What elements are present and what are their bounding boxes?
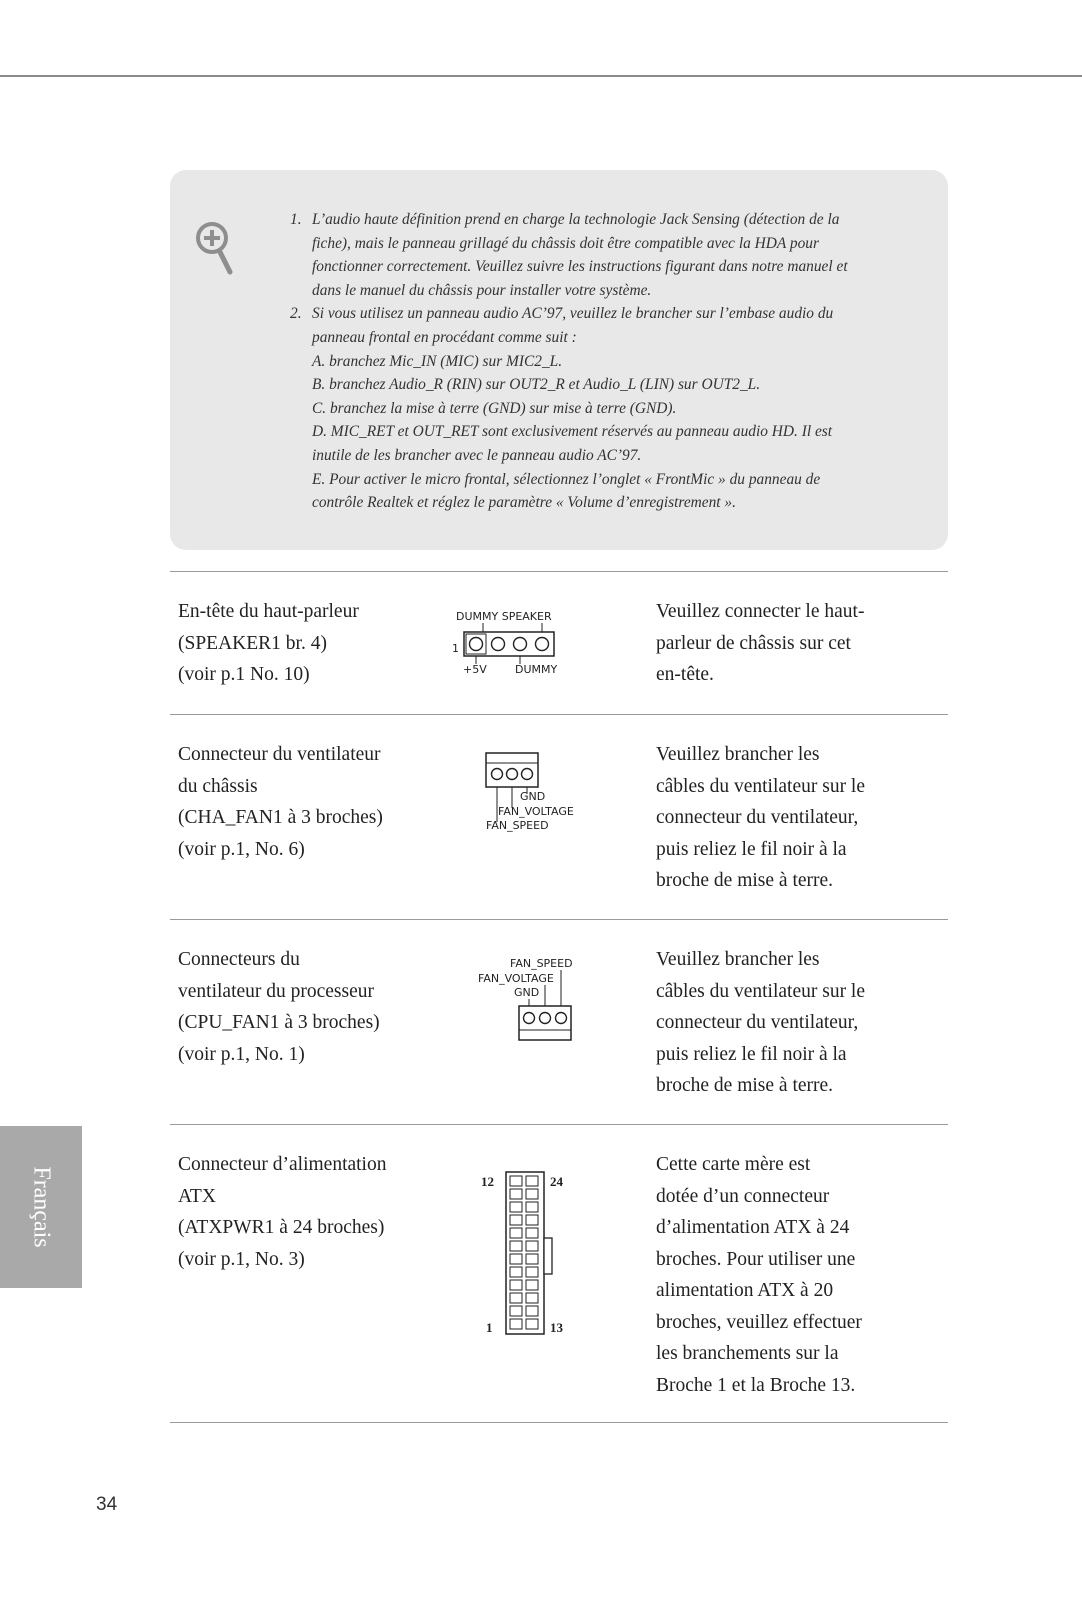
speaker-header-name (178, 596, 428, 691)
language-tab-label: Français (28, 1166, 55, 1248)
diagram-label: GND (514, 986, 540, 999)
language-tab (0, 1126, 82, 1288)
top-rule (0, 75, 1082, 77)
note-box (170, 170, 948, 550)
atx-power-diagram (478, 1168, 588, 1338)
cell-line: du châssis (178, 775, 258, 797)
cell-line: parleur de châssis sur cet (656, 632, 851, 654)
note-line: D. MIC_RET et OUT_RET sont exclusivement réservés au panneau audio HD. Il est (312, 423, 833, 441)
diagram-label: FAN_SPEED (510, 957, 573, 970)
note-line: inutile de les brancher avec le panneau audio AC’97. (312, 446, 642, 464)
note-line: fonctionner correctement. Veuillez suivre les instructions figurant dans notre manuel et (312, 258, 848, 276)
cell-line: Cette carte mère est (656, 1154, 811, 1175)
cell-line: broche de mise à terre. (656, 870, 834, 891)
cell-line: broches, veuillez effectuer (656, 1311, 862, 1333)
note-item (290, 302, 880, 514)
note-line: Si vous utilisez un panneau audio AC’97, veuillez le brancher sur l’embase audio du (312, 305, 834, 323)
cell-line: alimentation ATX à 20 (656, 1280, 834, 1301)
cell-line: puis reliez le fil noir à la (656, 838, 847, 860)
row-divider (170, 714, 948, 715)
row-divider (170, 1422, 948, 1423)
note-line: contrôle Realtek et réglez le paramètre « Volume d’enregistrement ». (312, 494, 736, 512)
pin-label: 13 (550, 1320, 563, 1335)
note-line: E. Pour activer le micro frontal, sélectionnez l’onglet « FrontMic » du panneau de (312, 470, 821, 488)
cell-line: câbles du ventilateur sur le (656, 775, 866, 797)
diagram-label: GND (520, 790, 546, 803)
cell-line: en-tête. (656, 664, 714, 685)
pin1-label: 1 (452, 642, 459, 655)
row-divider (170, 571, 948, 572)
cell-line: (CPU_FAN1 à 3 broches) (178, 1012, 380, 1033)
cell-line: (SPEAKER1 br. 4) (178, 632, 327, 654)
note-line: L’audio haute définition prend en charge la technologie Jack Sensing (détection de la (312, 211, 840, 228)
cell-line: connecteur du ventilateur, (656, 1012, 859, 1033)
cell-line: broche de mise à terre. (656, 1075, 834, 1096)
cell-line: En-tête du haut-parleur (178, 601, 359, 622)
atx-power-desc (656, 1149, 896, 1401)
cell-line: puis reliez le fil noir à la (656, 1043, 847, 1065)
row-divider (170, 919, 948, 920)
page-number: 34 (96, 1494, 118, 1515)
diagram-label: FAN_VOLTAGE (478, 972, 554, 985)
cell-line: (voir p.1, No. 3) (178, 1248, 305, 1270)
cell-line: (voir p.1, No. 1) (178, 1043, 305, 1065)
note-line: A. branchez Mic_IN (MIC) sur MIC2_L. (312, 352, 563, 370)
note-line: B. branchez Audio_R (RIN) sur OUT2_R et Audio_L (LIN) sur OUT2_L. (312, 376, 761, 394)
diagram-label: FAN_VOLTAGE (498, 805, 574, 818)
cell-line: Connecteur du ventilateur (178, 744, 381, 765)
note-line: C. branchez la mise à terre (GND) sur mise à terre (GND). (312, 399, 677, 417)
cell-line: Broche 1 et la Broche 13. (656, 1374, 856, 1396)
cell-line: câbles du ventilateur sur le (656, 980, 866, 1002)
speaker-header-desc (656, 596, 896, 691)
cell-line: (ATXPWR1 à 24 broches) (178, 1217, 385, 1238)
note-line: panneau frontal en procédant comme suit : (312, 328, 577, 346)
cell-line: (CHA_FAN1 à 3 broches) (178, 807, 383, 828)
cell-line: d’alimentation ATX à 24 (656, 1217, 850, 1238)
note-number: 2. (290, 305, 302, 323)
cell-line: Connecteurs du (178, 949, 300, 970)
atx-power-name (178, 1149, 428, 1275)
row-divider (170, 1124, 948, 1125)
cpu-fan-desc (656, 944, 896, 1102)
note-item (290, 208, 880, 302)
cell-line: Veuillez brancher les (656, 744, 820, 765)
diagram-label: DUMMY SPEAKER (456, 610, 552, 623)
chassis-fan-name (178, 739, 428, 865)
cell-line: connecteur du ventilateur, (656, 807, 859, 828)
chassis-fan-desc (656, 739, 896, 897)
cpu-fan-name (178, 944, 428, 1070)
chassis-fan-diagram (480, 752, 600, 838)
note-line: fiche), mais le panneau grillagé du châssis doit être compatible avec la HDA pour (312, 234, 819, 252)
cell-line: broches. Pour utiliser une (656, 1248, 856, 1270)
cell-line: Veuillez connecter le haut- (656, 601, 865, 622)
cell-line: Connecteur d’alimentation (178, 1154, 387, 1175)
cell-line: dotée d’un connecteur (656, 1185, 830, 1207)
cell-line: Veuillez brancher les (656, 949, 820, 970)
diagram-label: +5V (463, 663, 487, 676)
cell-line: (voir p.1, No. 6) (178, 838, 305, 860)
note-list (290, 208, 880, 515)
pin-label: 24 (550, 1174, 563, 1189)
cpu-fan-diagram (476, 956, 596, 1048)
zoom-in-icon (194, 220, 234, 276)
note-line: dans le manuel du châssis pour installer votre système. (312, 281, 652, 299)
pin-label: 12 (481, 1174, 494, 1189)
speaker-header-diagram (452, 608, 592, 678)
note-number: 1. (290, 211, 302, 228)
pin-label: 1 (486, 1320, 493, 1335)
diagram-label: DUMMY (515, 663, 558, 676)
cell-line: (voir p.1 No. 10) (178, 664, 310, 685)
cell-line: ventilateur du processeur (178, 980, 375, 1002)
cell-line: ATX (178, 1185, 216, 1207)
cell-line: les branchements sur la (656, 1343, 839, 1364)
diagram-label: FAN_SPEED (486, 819, 549, 832)
